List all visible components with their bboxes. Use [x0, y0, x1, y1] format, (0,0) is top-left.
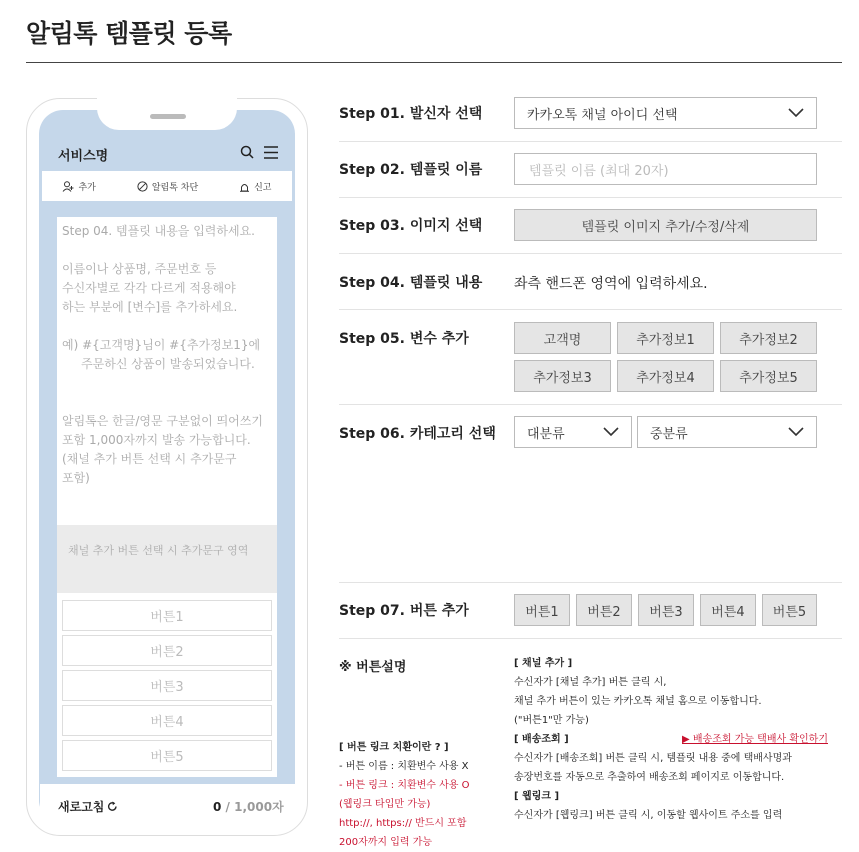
row-divider: [339, 197, 842, 198]
chevron-down-icon: [788, 427, 804, 437]
chevron-down-icon: [603, 427, 619, 437]
step7-label: Step 07. 버튼 추가: [339, 603, 469, 619]
message-placeholder: Step 04. 템플릿 내용을 입력하세요. 이름이나 상품명, 주문번호 등 수신자별로 각각 다르게 적용해야 하는 부분에 [변수]를 추가하세요. 예) #{고객명}님이 #{추가정보1}에 주문하신 상품이 발송되었습니다. 알림톡은 한글/영문 구분없이 띄어쓰기 포함 1,000자까지 발송 가능합니다. (채널 추가 버튼 선택 시 추가문구 포함): [62, 224, 263, 485]
step1-label: Step 01. 발신자 선택: [339, 106, 483, 122]
char-counter: [213, 798, 284, 815]
step4-instruction: 좌측 핸드폰 영역에 입력하세요.: [514, 276, 708, 292]
phone-button-4[interactable]: 버튼4: [62, 705, 272, 736]
row-divider: [339, 638, 842, 639]
var-button-extra4[interactable]: 추가정보4: [617, 360, 714, 392]
hamburger-menu-icon: [264, 146, 278, 159]
phone-button-5[interactable]: 버튼5: [62, 740, 272, 771]
channel-add-text: 채널 추가 버튼 선택 시 추가문구 영역: [68, 544, 249, 557]
template-name-input[interactable]: 템플릿 이름 (최대 20자): [514, 153, 817, 185]
phone-channel-menu: [42, 171, 292, 201]
phone-speaker: [150, 114, 186, 119]
var-button-extra5[interactable]: 추가정보5: [720, 360, 817, 392]
var-button-extra2[interactable]: 추가정보2: [720, 322, 817, 354]
button-type-descriptions: [ 채널 추가 ] 수신자가 [채널 추가] 버튼 클릭 시, 채널 추가 버튼이 있는 카카오톡 채널 홈으로 이동합니다. ("버튼1"만 가능) [ 배송조회 ] ▶ 배송조회 가능 택배사 확인하기 수신자가 [배송조회] 버튼 클릭 시, 템플릿 내용 중에 택배사명과 송장번호를 자동으로 추출하여 배송조회 페이지로 이동합니다. [ 웹링크 ] 수신자가 [웹링크] 버튼 클릭 시, 이동할 웹사이트 주소를 입력: [514, 658, 828, 821]
row-divider: [339, 404, 842, 405]
add-button-1[interactable]: 버튼1: [514, 594, 570, 626]
add-button-2[interactable]: 버튼2: [576, 594, 632, 626]
user-plus-icon: [62, 181, 74, 192]
step6-label: Step 06. 카테고리 선택: [339, 426, 496, 442]
phone-menu-report: 신고: [239, 180, 271, 193]
row-divider: [339, 253, 842, 254]
var-button-customer[interactable]: 고객명: [514, 322, 611, 354]
button-explanation-title: ※ 버튼설명: [339, 660, 407, 675]
siren-icon: [239, 181, 250, 192]
channel-add-text-area: [57, 525, 277, 593]
row-divider: [339, 309, 842, 310]
category-minor-select[interactable]: 중분류: [637, 416, 817, 448]
add-button-4[interactable]: 버튼4: [700, 594, 756, 626]
step2-label: Step 02. 템플릿 이름: [339, 162, 483, 178]
category-major-select[interactable]: 대분류: [514, 416, 632, 448]
phone-button-3[interactable]: 버튼3: [62, 670, 272, 701]
title-divider: [26, 62, 842, 63]
row-divider: [339, 141, 842, 142]
delivery-carrier-link[interactable]: ▶ 배송조회 가능 택배사 확인하기: [682, 734, 828, 745]
char-limit: / 1,000자: [225, 800, 284, 814]
search-icon: [240, 145, 254, 159]
refresh-icon: [107, 801, 118, 812]
var-button-extra3[interactable]: 추가정보3: [514, 360, 611, 392]
sender-select[interactable]: 카카오톡 채널 아이디 선택: [514, 97, 817, 129]
var-button-extra1[interactable]: 추가정보1: [617, 322, 714, 354]
phone-button-2[interactable]: 버튼2: [62, 635, 272, 666]
chevron-down-icon: [788, 108, 804, 118]
phone-menu-add: 추가: [62, 180, 95, 193]
link-substitution-info: [ 버튼 링크 치환이란 ? ] - 버튼 이름 : 치환변수 사용 X - 버튼 링크 : 치환변수 사용 O (웹링크 타입만 가능) http://, https:// 반드시 포함 200자까지 입력 가능: [339, 742, 470, 848]
page-title: 알림톡 템플릿 등록: [26, 19, 232, 48]
step5-label: Step 05. 변수 추가: [339, 331, 469, 347]
refresh-button[interactable]: 새로고침: [58, 798, 118, 815]
add-button-5[interactable]: 버튼5: [762, 594, 817, 626]
add-button-3[interactable]: 버튼3: [638, 594, 694, 626]
phone-menu-block: 알림톡 차단: [137, 180, 198, 193]
block-icon: [137, 181, 148, 192]
template-image-button[interactable]: 템플릿 이미지 추가/수정/삭제: [514, 209, 817, 241]
phone-button-1[interactable]: 버튼1: [62, 600, 272, 631]
char-count: 0: [213, 800, 222, 814]
step4-label: Step 04. 템플릿 내용: [339, 275, 483, 291]
service-name: 서비스명: [58, 149, 109, 164]
row-divider: [339, 582, 842, 583]
step3-label: Step 03. 이미지 선택: [339, 218, 483, 234]
